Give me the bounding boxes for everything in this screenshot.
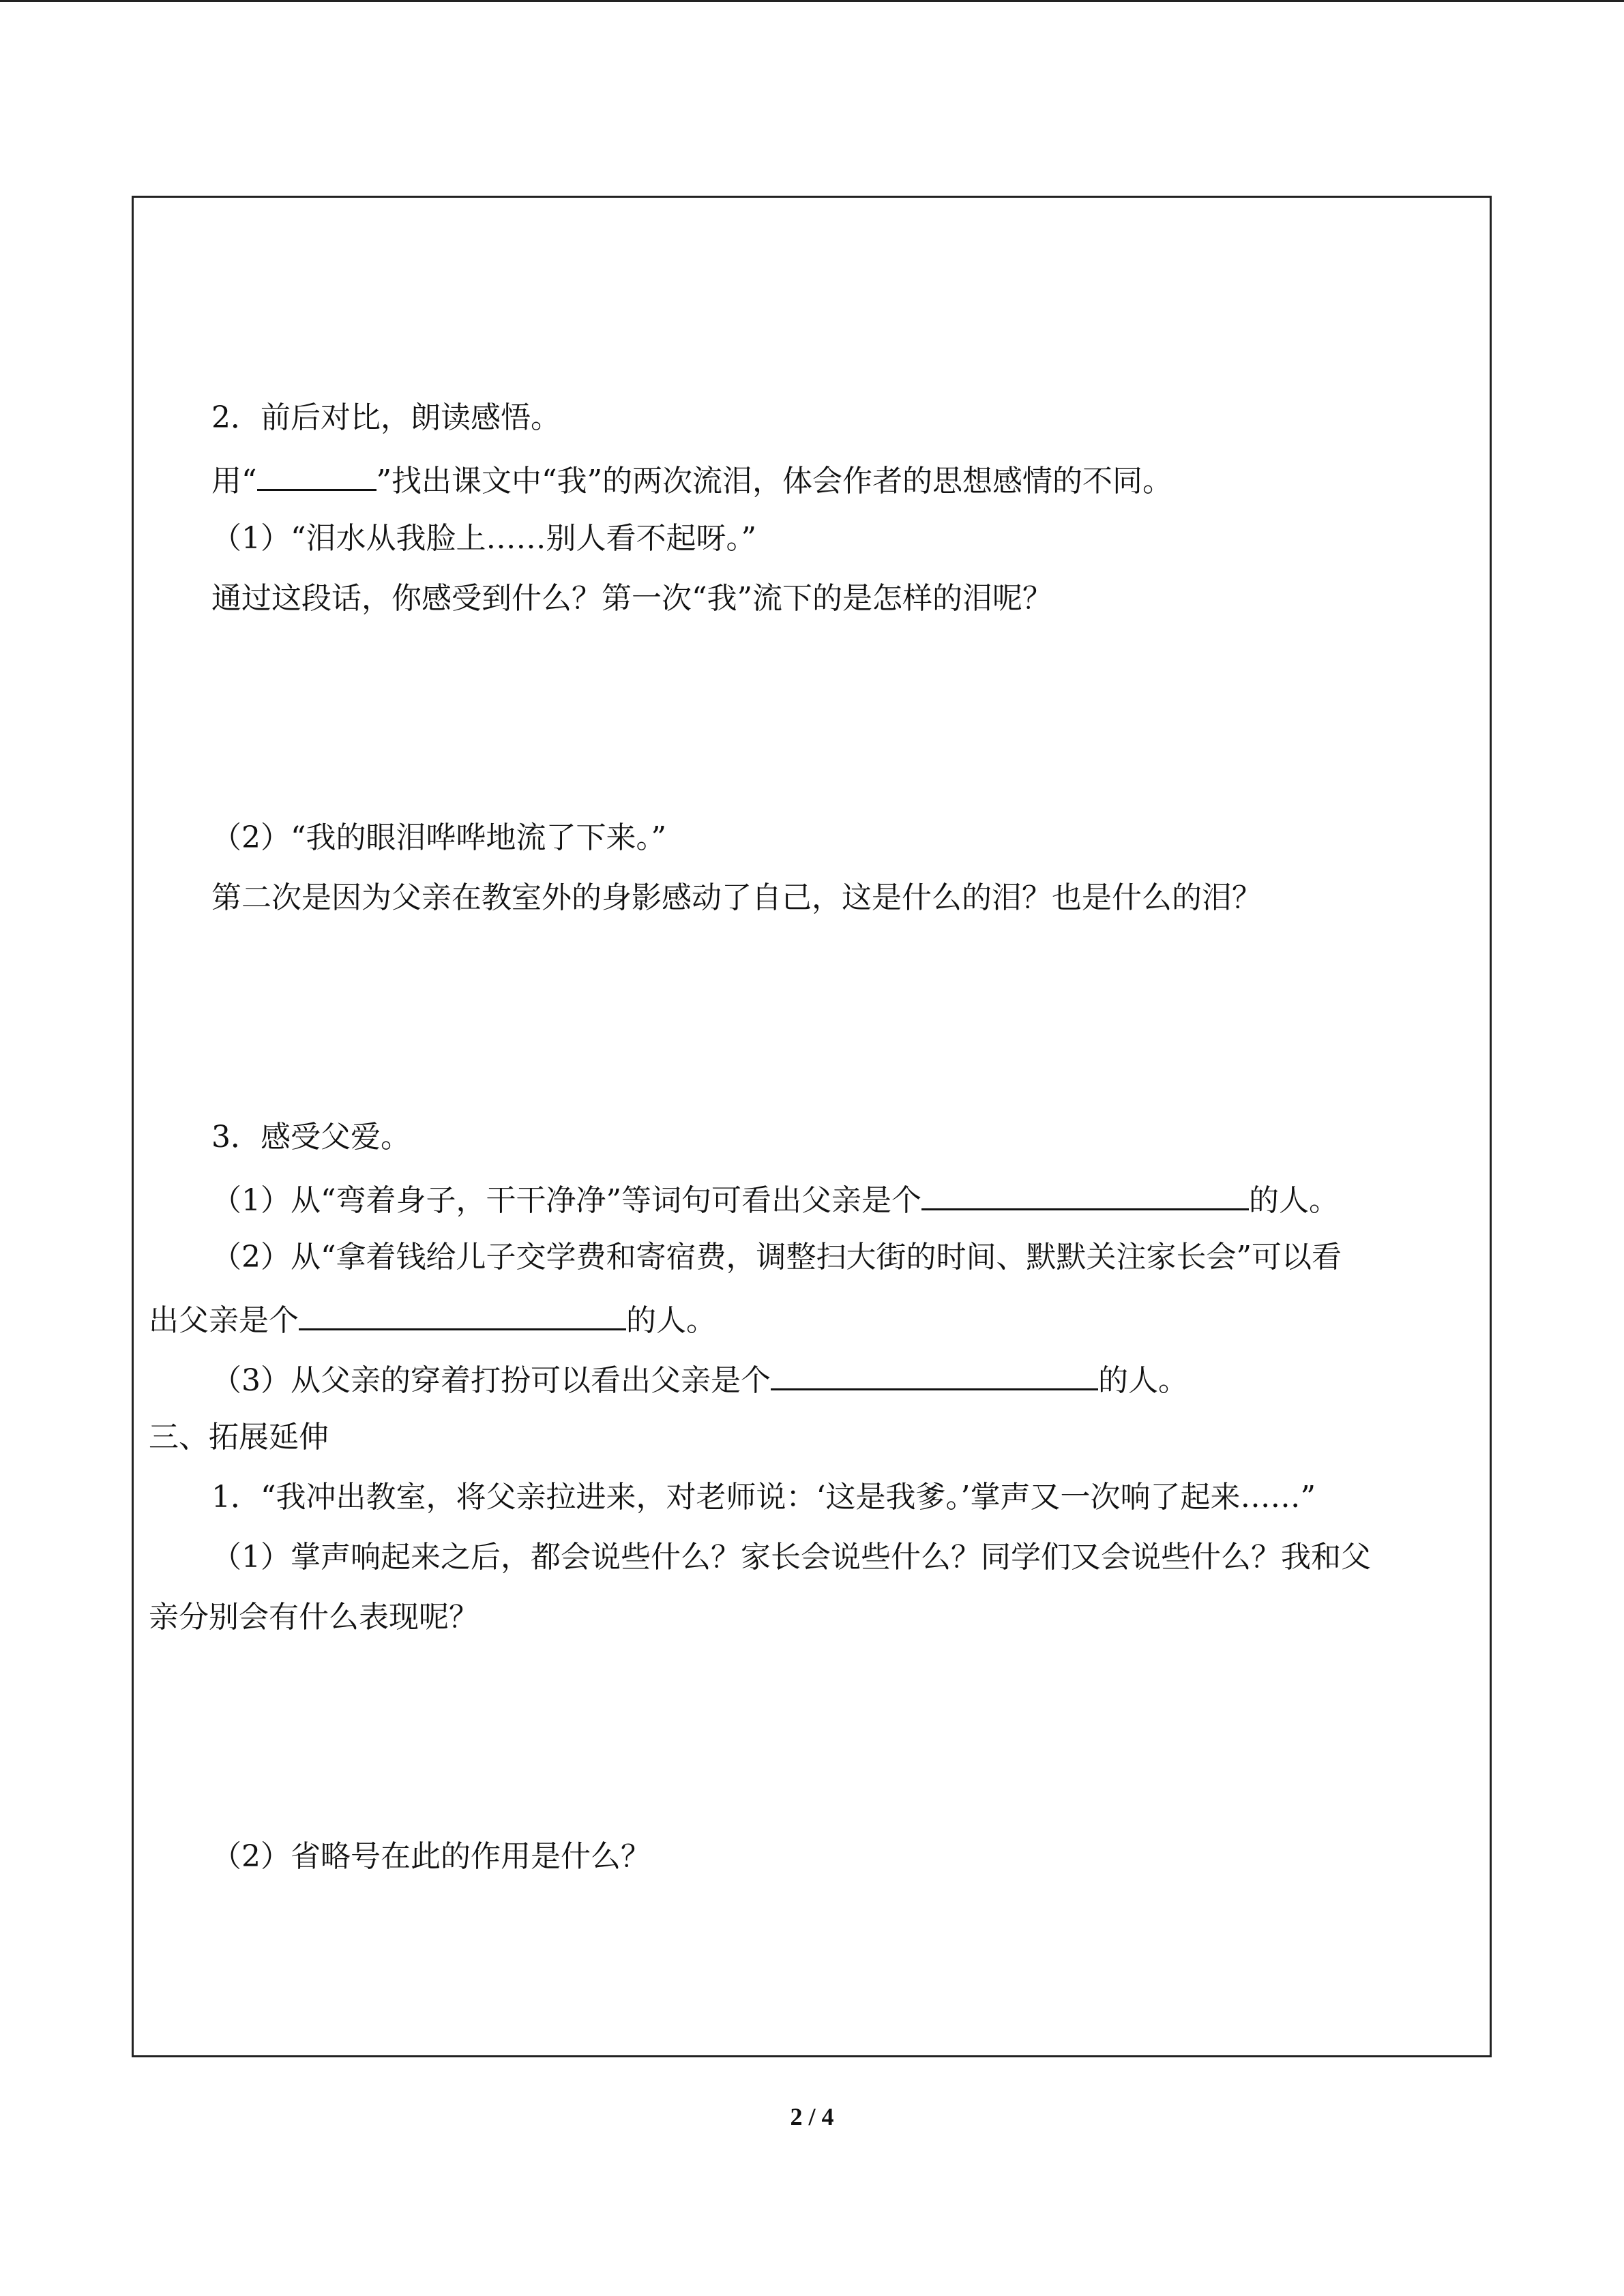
section2-q2-prompt: 第二次是因为父亲在教室外的身影感动了自己，这是什么的泪？也是什么的泪？ bbox=[211, 880, 1262, 915]
top-border-rule bbox=[0, 0, 1624, 2]
item2-fill-blank[interactable] bbox=[299, 1298, 626, 1330]
extension-quote: 1．“我冲出教室，将父亲拉进来，对老师说：‘这是我爹。’掌声又一次响了起来……” bbox=[211, 1480, 1316, 1515]
item2-text-after: 的人。 bbox=[626, 1303, 716, 1338]
item1-text-before: （1）从“弯着身子，干干净净”等词句可看出父亲是个 bbox=[211, 1183, 921, 1218]
item1-text-after: 的人。 bbox=[1248, 1183, 1339, 1218]
item3-fill-blank[interactable] bbox=[771, 1358, 1098, 1390]
section3-item2-line2 bbox=[149, 1298, 716, 1340]
extension-q2: （2）省略号在此的作用是什么？ bbox=[211, 1839, 651, 1874]
section3-item3 bbox=[211, 1358, 1188, 1400]
item3-text-before: （3）从父亲的穿着打扮可以看出父亲是个 bbox=[211, 1363, 771, 1398]
extension-q1-line1: （1）掌声响起来之后，都会说些什么？家长会说些什么？同学们又会说些什么？我和父 bbox=[211, 1540, 1371, 1575]
item3-text-after: 的人。 bbox=[1098, 1363, 1188, 1398]
section2-q2-quote: （2）“我的眼泪哗哗地流了下来。” bbox=[211, 820, 666, 855]
item2-text-before: 出父亲是个 bbox=[149, 1303, 299, 1338]
instruction-fill-blank[interactable] bbox=[257, 459, 377, 491]
section3-heading: 3．感受父爱。 bbox=[211, 1120, 411, 1154]
section2-heading: 2．前后对比，朗读感悟。 bbox=[211, 400, 561, 435]
page-number: 2 / 4 bbox=[790, 2103, 834, 2130]
section3-item1 bbox=[211, 1178, 1339, 1220]
item1-fill-blank[interactable] bbox=[921, 1178, 1249, 1210]
extension-heading: 三、拓展延伸 bbox=[149, 1420, 329, 1455]
section2-q1-prompt: 通过这段话，你感受到什么？第一次“我”流下的是怎样的泪呢？ bbox=[211, 581, 1052, 616]
extension-q1-line2: 亲分别会有什么表现呢？ bbox=[149, 1600, 479, 1635]
section2-q1-quote: （1）“泪水从我脸上……别人看不起呀。” bbox=[211, 521, 756, 556]
instruction-text-after: ”找出课文中“我”的两次流泪，体会作者的思想感情的不同。 bbox=[376, 464, 1172, 498]
instruction-text-before: 用“ bbox=[211, 464, 257, 498]
section3-item2-line1: （2）从“拿着钱给儿子交学费和寄宿费，调整扫大街的时间、默默关注家长会”可以看 bbox=[211, 1240, 1342, 1274]
section2-instruction bbox=[211, 459, 1172, 501]
